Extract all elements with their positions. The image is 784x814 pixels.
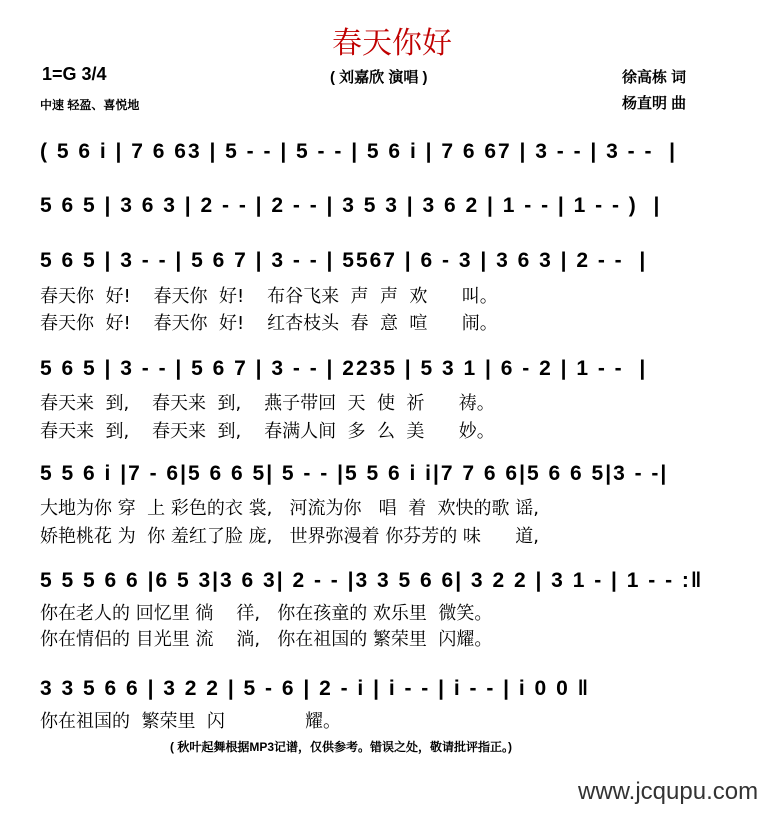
- lyric-line: 春天你 好! 春天你 好! 布谷飞来 声 声 欢 叫。: [40, 286, 498, 307]
- lyric-line: 你在老人的 回忆里 徜 徉, 你在孩童的 欢乐里 微笑。: [40, 603, 493, 624]
- notation-row: ( 5 6 i | 7 6 63 | 5 - - | 5 - - | 5 6 i | 7 6 67 | 3 - - | 3 - - |: [40, 140, 678, 163]
- notation-row: 5 6 5 | 3 6 3 | 2 - - | 2 - - | 3 5 3 | 3 6 2 | 1 - - | 1 - - ) |: [40, 194, 662, 217]
- lyricist: 徐高栋 词: [622, 69, 687, 86]
- transcription-note: ( 秋叶起舞根据MP3记谱，仅供参考。错误之处，敬请批评指正。): [170, 740, 513, 754]
- song-title: 春天你好: [332, 26, 452, 61]
- composer: 杨直明 曲: [622, 95, 687, 112]
- lyric-line: 春天你 好! 春天你 好! 红杏枝头 春 意 喧 闹。: [40, 313, 498, 334]
- key-signature: 1=G 3/4: [42, 64, 107, 84]
- lyric-line: 你在情侣的 目光里 流 淌, 你在祖国的 繁荣里 闪耀。: [40, 629, 493, 650]
- watermark: www.jcqupu.com: [578, 778, 759, 805]
- lyric-line: 娇艳桃花 为 你 羞红了脸 庞, 世界弥漫着 你芬芳的 味 道,: [40, 526, 539, 547]
- lyric-line: 春天来 到, 春天来 到, 春满人间 多 么 美 妙。: [40, 421, 495, 442]
- notation-row: 5 6 5 | 3 - - | 5 6 7 | 3 - - | 2235 | 5 3 1 | 6 - 2 | 1 - - |: [40, 357, 648, 380]
- lyric-line: 春天来 到, 春天来 到, 燕子带回 天 使 祈 祷。: [40, 393, 495, 414]
- notation-row: 5 6 5 | 3 - - | 5 6 7 | 3 - - | 5567 | 6 - 3 | 3 6 3 | 2 - - |: [40, 249, 648, 272]
- notation-row: 5 5 5 6 6 |6 5 3|3 6 3| 2 - - |3 3 5 6 6| 3 2 2 | 3 1 - | 1 - - :‖: [40, 569, 704, 592]
- singer: ( 刘嘉欣 演唱 ): [330, 69, 428, 86]
- lyric-line: 大地为你 穿 上 彩色的衣 裳, 河流为你 唱 着 欢快的歌 谣,: [40, 498, 539, 519]
- lyric-line: 你在祖国的 繁荣里 闪 耀。: [40, 711, 341, 732]
- tempo-marking: 中速 轻盈、喜悦地: [40, 98, 140, 112]
- notation-row: 5 5 6 i |7 - 6|5 6 6 5| 5 - - |5 5 6 i i|7 7 6 6|5 6 6 5|3 - -|: [40, 462, 669, 485]
- notation-row: 3 3 5 6 6 | 3 2 2 | 5 - 6 | 2 - i | i - - | i - - | i 0 0 ‖: [40, 677, 591, 700]
